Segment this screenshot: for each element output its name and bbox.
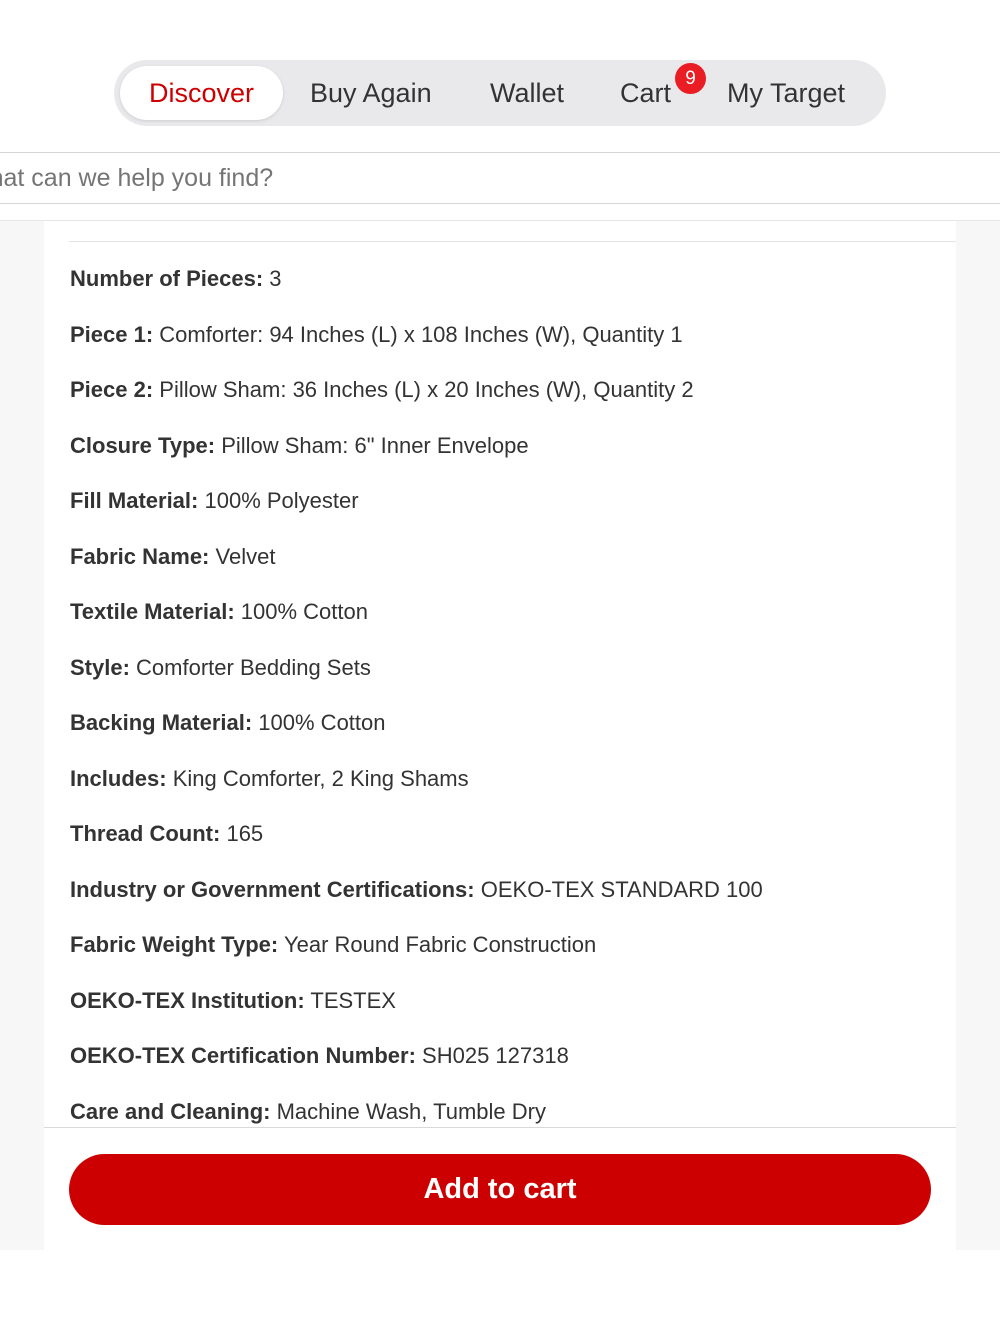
spec-label: Fill Material: (70, 488, 199, 513)
spec-row (70, 932, 950, 988)
spec-label: Includes: (70, 765, 167, 791)
tab-my-target[interactable]: My Target (727, 78, 846, 108)
spec-row (70, 766, 950, 822)
spec-row (70, 488, 950, 544)
spec-value: Year Round Fabric Construction (283, 932, 597, 957)
spec-label: Care and Cleaning: (70, 1098, 271, 1124)
spec-row (70, 821, 950, 877)
spec-label: Industry or Government Certifications: (70, 876, 475, 902)
spec-label: Fabric Weight Type: (70, 932, 279, 957)
search-input[interactable] (0, 153, 1000, 203)
spec-row (70, 322, 950, 378)
top-navigation-area (0, 0, 1000, 152)
spec-value: 3 (269, 266, 282, 291)
spec-value: King Comforter, 2 King Shams (172, 765, 469, 791)
spec-value: OEKO-TEX STANDARD 100 (480, 876, 763, 902)
spec-value: Comforter: 94 Inches (L) x 108 Inches (W), Quantity 1 (159, 321, 683, 347)
tab-cart[interactable]: Cart (620, 78, 672, 108)
spec-label: Style: (70, 654, 130, 680)
spec-label: OEKO-TEX Certification Number: (70, 1043, 416, 1068)
spec-value: 100% Cotton (240, 599, 368, 624)
segmented-tab-bar (114, 60, 886, 126)
spec-label: Piece 2: (70, 377, 154, 402)
spec-label: Piece 1: (70, 321, 154, 347)
spec-value: 100% Polyester (204, 488, 359, 513)
spec-label: Closure Type: (70, 432, 216, 458)
spec-row (70, 1043, 950, 1099)
spec-label: Textile Material: (70, 599, 235, 624)
add-to-cart-button[interactable]: Add to cart (69, 1154, 931, 1225)
spec-value: Comforter Bedding Sets (136, 654, 371, 680)
spec-row (70, 266, 950, 322)
spec-label: Thread Count: (70, 821, 221, 846)
divider (69, 241, 956, 242)
spec-row (70, 877, 950, 933)
spec-row (70, 377, 950, 433)
spec-label: OEKO-TEX Institution: (70, 987, 305, 1013)
spec-value: Velvet (215, 543, 276, 569)
spec-row (70, 544, 950, 600)
tab-discover[interactable]: Discover (120, 66, 283, 120)
spec-value: Pillow Sham: 6" Inner Envelope (221, 432, 529, 458)
spec-value: 165 (226, 821, 264, 846)
page-background (0, 220, 1000, 1250)
divider (44, 1127, 956, 1128)
spec-label: Backing Material: (70, 710, 253, 735)
tab-buy-again[interactable]: Buy Again (310, 78, 432, 108)
specifications-panel (44, 221, 956, 1251)
spec-row (70, 433, 950, 489)
cart-count-badge: 9 (675, 63, 706, 94)
spec-row (70, 599, 950, 655)
spec-value: SH025 127318 (422, 1043, 569, 1068)
spec-value: 100% Cotton (258, 710, 386, 735)
spec-value: TESTEX (310, 987, 396, 1013)
spec-row (70, 655, 950, 711)
spec-label: Number of Pieces: (70, 266, 264, 291)
spec-row (70, 710, 950, 766)
search-bar (0, 152, 1000, 204)
specifications-list (70, 266, 950, 1154)
tab-wallet[interactable]: Wallet (490, 78, 565, 108)
spec-label: Fabric Name: (70, 543, 210, 569)
spec-value: Pillow Sham: 36 Inches (L) x 20 Inches (W), Quantity 2 (159, 377, 694, 402)
spec-value: Machine Wash, Tumble Dry (276, 1098, 546, 1124)
spec-row (70, 988, 950, 1044)
